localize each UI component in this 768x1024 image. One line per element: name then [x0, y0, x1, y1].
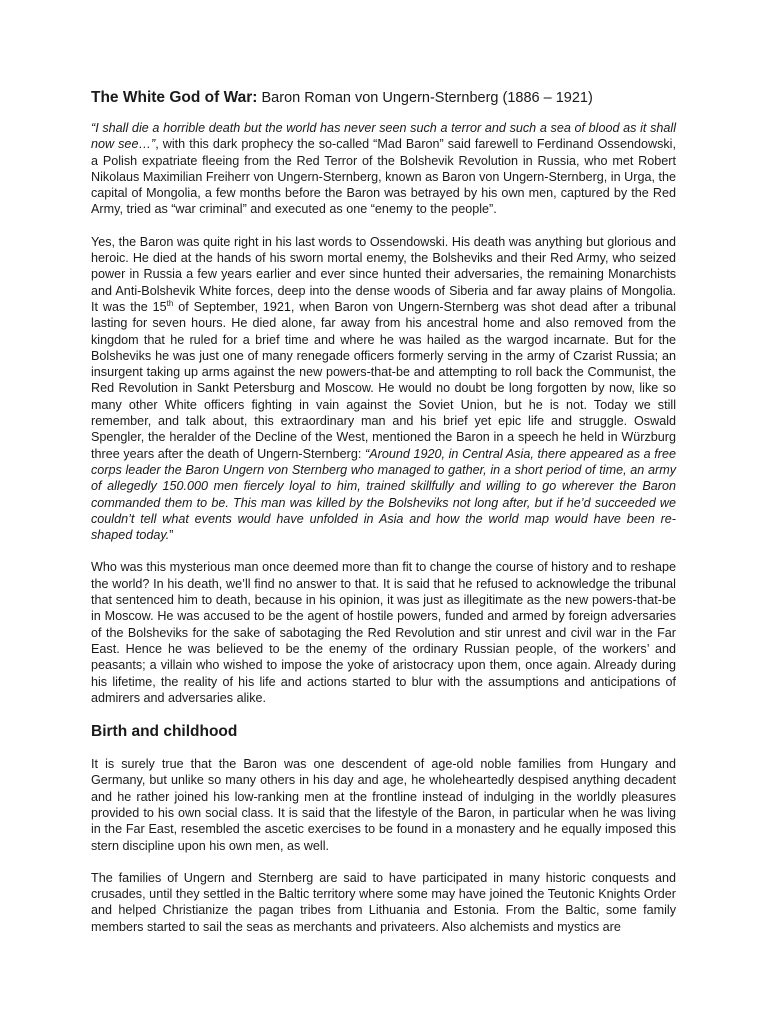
opening-quote: “I shall die a horrible death but the world has never seen such a terror and such a sea of blood as it shall now see…” [91, 121, 676, 152]
spengler-quote: “Around 1920, in Central Asia, there appeared as a free corps leader the Baron Ungern von Sternberg who managed to gather, in a short period of time, an army of allegedly 150.000 men fiercely loyal to him, trained skillfully and willing to go wherever the Baron commanded them to be. This man was killed by the Bolsheviks not long after, but if he’d succeeded we couldn’t tell what events would have unfolded in Asia and how the world map would have been re-shaped today. [91, 446, 676, 543]
paragraph-3: Who was this mysterious man once deemed more than fit to change the course of history and to reshape the world? In his death, we’ll find no answer to that. It is said that he refused to acknowledge the tribunal that sentenced him to death, because in his opinion, it was just as illegitimate as the new powers-that-be in Moscow. He was accused to be the agent of hostile powers, funded and armed by foreign adversaries of the Bolsheviks for the sake of sabotaging the Red Revolution and stir unrest and civil war in the Far East. Hence he was believed to be the enemy of the ordinary Russian people, of the workers’ and peasants; a villain who wished to impose the yoke of aristocracy upon them, once again. Already during his lifetime, the reality of his life and actions started to blur with the assumptions and anticipations of admirers and adversaries alike. [91, 560, 676, 705]
title-subtitle: Baron Roman von Ungern-Sternberg (1886 – 1921) [261, 90, 593, 106]
paragraph-4: It is surely true that the Baron was one descendent of age-old noble families from Hungary and Germany, but unlike so many others in his day and age, he wholeheartedly despised anything decadent and he rather joined his low-ranking men at the frontline instead of indulging in the worldly pleasures provided to his own social class. It is said that the lifestyle of the Baron, in particular when he was living in the Far East, resembled the ascetic exercises to be found in a monastery and he equally imposed this stern discipline upon his own men, as well. [91, 757, 676, 853]
spengler-quote-close: ” [169, 528, 174, 543]
paragraph-1-text: , with this dark prophecy the so-called “Mad Baron” said farewell to Ferdinand Ossendowski, a Polish expatriate fleeing from the Red Terror of the Bolshevik Revolution in Russia, who met Robert Nikolaus Maximilian Freiherr von Ungern-Sternberg, known as Baron von Ungern-Sternberg, in Urga, the capital of Mongolia, a few months before the Baron was betrayed by his own men, captured by the Red Army, tried as “war criminal” and executed as one “enemy to the people”. [91, 137, 676, 217]
paragraph-1 [91, 120, 676, 218]
title-bold: The White God of War: [91, 89, 258, 106]
document-title [91, 88, 676, 108]
ordinal-suffix: th [166, 298, 174, 308]
paragraph-2 [91, 234, 676, 544]
paragraph-2-text-b: of September, 1921, when Baron von Ungern-Sternberg was shot dead after a tribunal lasting for seven hours. He died alone, far away from his ancestral home and also removed from the kingdom that he ruled for a brief time and where he was hailed as the wargod incarnate. But for the Bolsheviks he was just one of many renegade officers formerly serving in the army of Czarist Russia; an insurgent taking up arms against the new powers-that-be and attempting to roll back the Communist, the Red Revolution in Sankt Petersburg and Moscow. He would no doubt be long forgotten by now, like so many other White officers fighting in vain against the Soviet Union, but he is not. Today we still remember, and talk about, this extraordinary man and his brief yet epic life and struggle. Oswald Spengler, the heralder of the Decline of the West, mentioned the Baron in a speech he held in Würzburg three years after the death of Ungern-Sternberg: [91, 299, 676, 461]
document-page [91, 88, 676, 951]
section-heading: Birth and childhood [91, 723, 238, 741]
paragraph-2-text-a: Yes, the Baron was quite right in his last words to Ossendowski. His death was anything but glorious and heroic. He died at the hands of his sworn mortal enemy, the Bolsheviks and their Red Army, who seized power in Russia a few years earlier and ever since hunted their adversaries, the remaining Monarchists and Anti-Bolshevik White forces, deep into the dense woods of Siberia and far away plains of Mongolia. It was the 15 [91, 234, 676, 314]
paragraph-5: The families of Ungern and Sternberg are said to have participated in many historic conquests and crusades, until they settled in the Baltic territory where some may have joined the Teutonic Knights Order and helped Christianize the pagan tribes from Lithuania and Estonia. From the Baltic, some family members started to sail the seas as merchants and privateers. Also alchemists and mystics are [91, 870, 676, 934]
